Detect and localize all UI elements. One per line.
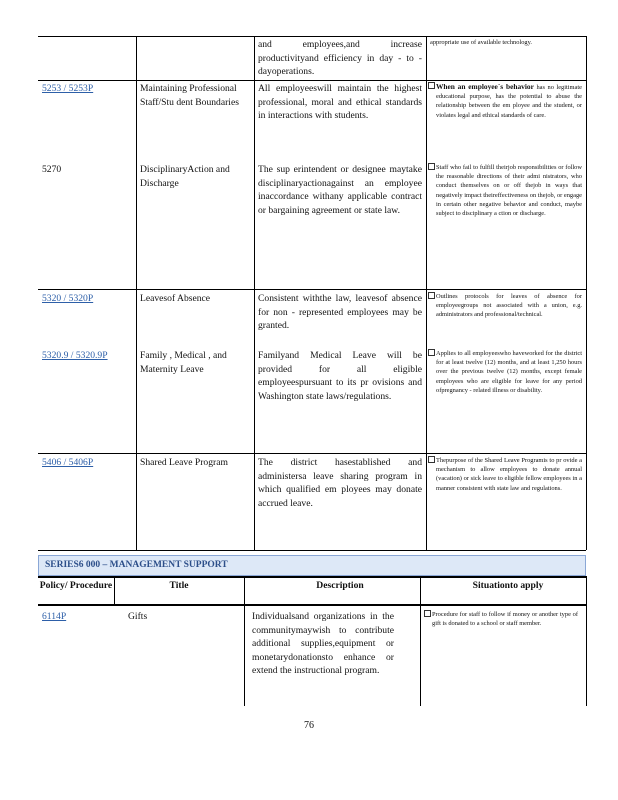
column-divider [254,36,255,550]
bullet-icon [428,292,435,299]
policy-number: 5270 [42,164,62,175]
title-cell: Gifts [128,611,148,622]
description-cell: Individualsand organizations in the communitymaywish to contribute additional supplies,equipment or monetarydonationsto enhance or extend the instructional program. [252,611,394,677]
column-divider [586,576,587,706]
situation-cell: Staff who fail to fulfill theirjob responsibilities or follow the reasonable directions of their admi nistrators, who conduct themselves on or off thejob in ways that negatively impact theireffectiveness on thejob, or engage in certain other negative behavior and conduct, maybe subject to disciplinary a ction or discharge. [426,161,586,220]
bullet-icon [428,82,435,89]
title-cell: Family , Medical , and Maternity Leave [140,350,227,375]
table-header [38,576,586,606]
description-cell: Familyand Medical Leave will be provided for all eligible employeespursuant to its pr ovisions and Washington state laws/regulations. [258,350,422,402]
title-cell: Leavesof Absence [140,293,211,304]
description-cell: All employeeswill maintain the highest professional, moral and ethical standards in interactions with students. [258,83,422,122]
column-divider [426,36,427,550]
row-divider [38,550,586,551]
policy-link[interactable]: 5253 / 5253P [42,83,94,94]
row-divider [38,80,586,81]
column-divider [114,576,115,606]
policy-link[interactable]: 5406 / 5406P [42,457,94,468]
situation-cell: Thepurpose of the Shared Leave Programis to pr ovide a mechanism to allow employees to donate annual (vacation) or sick leave to eligible fellow employees in a manner consistent with state law and regulations. [426,454,586,495]
title-cell: DisciplinaryAction and Discharge [140,164,230,189]
description-cell: The sup erintendent or designee maytake disciplinaryactionagainst an employee inaccordance withany applicable contract or bargaining agreement or state law. [258,164,422,216]
column-divider [136,36,137,550]
header-policy: Policy/ Procedure [39,580,113,591]
header-situation: Situationto apply [472,580,544,591]
situation-cell: Outlines protocols for leaves of absence for employeegroups not associated with a union, e.g. administrators and professional/technical. [426,290,586,322]
description-cell: The district hasestablished and administersa leave sharing program in which qualified em ployees may donate accrued leave. [258,457,422,509]
table-row [38,347,586,452]
bullet-icon [428,456,435,463]
table-row [38,608,586,706]
title-cell: Maintaining Professional Staff/Stu dent Boundaries [140,83,239,108]
situation-cell: Procedure for staff to follow if money or another type of gift is donated to a school or staff member. [422,608,582,630]
policy-link[interactable]: 5320 / 5320P [42,293,94,304]
row-divider [38,453,586,454]
situation-cell: When an employee`s behavior has no legitimate educational purpose, has the potential to abuse the relationship between the em ployee and the student, or violates legal and ethical standards of care. [426,80,586,122]
header-title: Title [169,580,189,591]
table-row [38,161,586,289]
situation-cell: appropriate use of available technology. [430,39,532,46]
description-cell: Consistent withthe law, leavesof absence for non - represented employees may be granted. [258,293,422,332]
table-row [38,454,586,549]
header-description: Description [316,580,364,591]
bullet-icon [424,610,431,617]
page-number: 76 [304,720,314,731]
policy-link[interactable]: 6114P [42,611,67,622]
column-divider [586,36,587,550]
series-heading: SERIES6 000 – MANAGEMENT SUPPORT [38,555,586,576]
table-row-continuation [38,37,586,79]
row-divider [38,289,586,290]
table-row [38,290,586,345]
description-cell: and employees,and increase productivityand efficiency in day - to - dayoperations. [258,39,422,78]
bullet-icon [428,349,435,356]
bullet-icon [428,163,435,170]
policy-link[interactable]: 5320.9 / 5320.9P [42,350,108,361]
title-cell: Shared Leave Program [140,457,228,468]
situation-cell: Applies to all employeeswho haveworked for the district for at least twelve (12) months, and at least 1,250 hours over the previous twelve (12) months, except female employees who are eligible for leave for any period ofpregnancy - related illness or disability. [426,347,586,397]
